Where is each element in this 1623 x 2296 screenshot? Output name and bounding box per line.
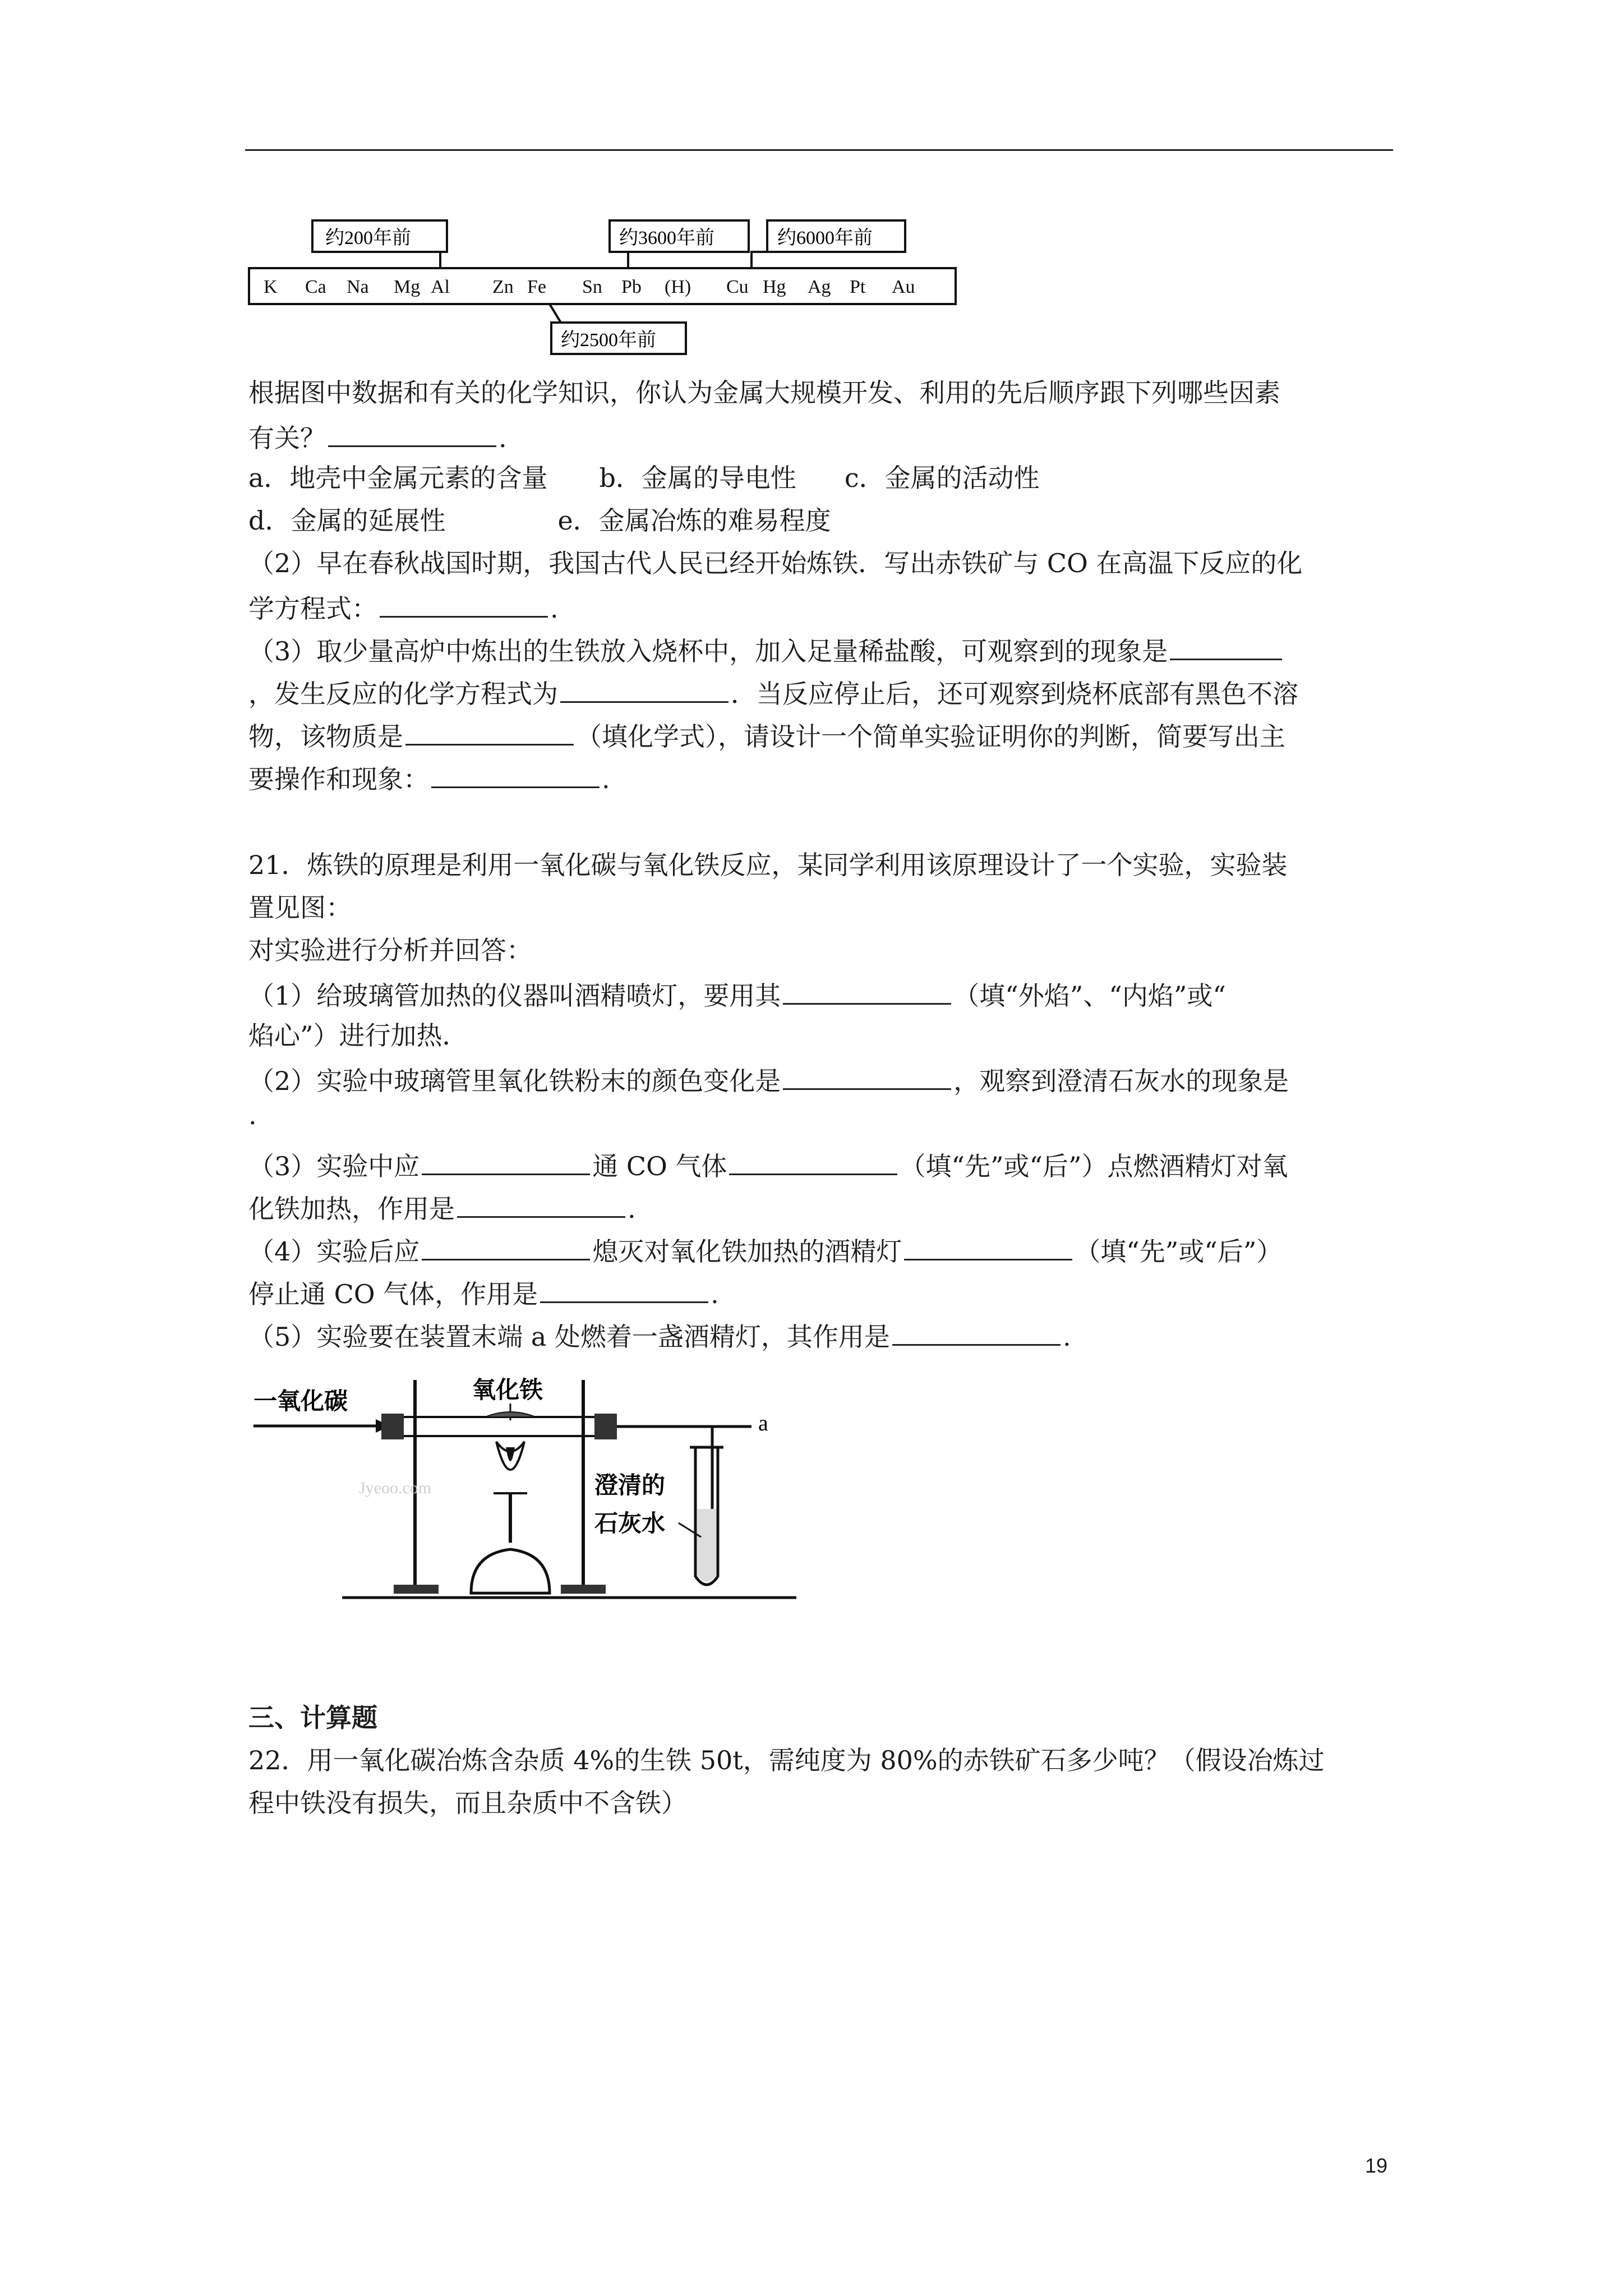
label-co: 一氧化碳 [253, 1389, 348, 1415]
metal-label: Fe [527, 277, 546, 297]
answer-blank[interactable] [783, 976, 951, 1005]
q20-part3-line2: ，发生反应的化学方程式为 ．当反应停止后，还可观察到烧杯底部有黑色不溶 [248, 674, 1298, 711]
q21-part3-line1: （3）实验中应 通 CO 气体 （填“先”或“后”）点燃酒精灯对氧 [248, 1147, 1288, 1183]
q21-part2-line2: . [248, 1100, 257, 1130]
q20-part2-line1: （2）早在春秋战国时期，我国古代人民已经开始炼铁．写出赤铁矿与 CO 在高温下反应的化 [248, 548, 1303, 578]
metal-label: (H) [665, 277, 691, 297]
answer-blank[interactable] [783, 1061, 951, 1090]
answer-blank[interactable] [328, 418, 496, 447]
option-d: d．金属的延展性 [248, 505, 446, 536]
answer-blank[interactable] [892, 1317, 1061, 1346]
q20-part3-line4: 要操作和现象： . [248, 760, 610, 796]
metal-label: Hg [763, 277, 786, 297]
answer-blank[interactable] [422, 1147, 590, 1175]
page-number: 19 [1365, 2154, 1388, 2177]
answer-blank[interactable] [457, 1189, 625, 1218]
q21-part1-line1: （1）给玻璃管加热的仪器叫酒精喷灯，要用其 （填“外焰”、“内焰”或“ [248, 976, 1226, 1013]
q20-part2-line2: 学方程式： . [248, 589, 559, 625]
metal-label: Na [347, 277, 369, 297]
answer-blank[interactable] [1170, 632, 1282, 660]
metal-label: Mg [394, 277, 421, 297]
answer-blank[interactable] [380, 589, 548, 618]
label-fe2o3: 氧化铁 [472, 1378, 543, 1404]
answer-blank[interactable] [422, 1232, 590, 1260]
metal-activity-figure [247, 216, 965, 362]
metal-label: Pt [850, 277, 866, 297]
q20-part3-line3: 物，该物质是 （填化学式），请设计一个简单实验证明你的判断，简要写出主 [248, 717, 1285, 753]
callout-200: 约200年前 [325, 228, 411, 249]
q21-line2: 置见图： [248, 892, 352, 923]
q21-part1-line2: 焰心”）进行加热． [248, 1020, 468, 1051]
q21-part2-line1: （2）实验中玻璃管里氧化铁粉末的颜色变化是 ，观察到澄清石灰水的现象是 [248, 1061, 1289, 1098]
callout-3600: 约3600年前 [619, 228, 714, 249]
q20-part3-line1: （3）取少量高炉中炼出的生铁放入烧杯中，加入足量稀盐酸，可观察到的现象是 [248, 632, 1284, 668]
metal-label: Zn [492, 277, 514, 297]
answer-blank[interactable] [729, 1147, 897, 1175]
q20-options-line1 [248, 461, 1040, 495]
apparatus-figure [247, 1363, 796, 1610]
option-e: e．金属冶炼的难易程度 [557, 505, 831, 536]
answer-blank[interactable] [904, 1232, 1072, 1260]
header-rule [245, 149, 1393, 151]
watermark: Jyeoo.com [359, 1479, 432, 1497]
label-a: a [758, 1410, 768, 1435]
callout-6000: 约6000年前 [777, 228, 873, 249]
option-c: c．金属的活动性 [844, 463, 1040, 493]
metal-label: Pb [621, 277, 642, 297]
option-a: a．地壳中金属元素的含量 [248, 463, 548, 493]
q20-options-line2 [248, 504, 831, 537]
metal-label: Au [892, 277, 915, 297]
q21-line3: 对实验进行分析并回答： [248, 935, 532, 965]
q22-line2: 程中铁没有损失，而且杂质中不含铁） [248, 1788, 687, 1818]
q22-line1: 22．用一氧化碳冶炼含杂质 4%的生铁 50t，需纯度为 80%的赤铁矿石多少吨？（假设冶炼过 [248, 1745, 1325, 1775]
metal-label: Al [431, 277, 450, 297]
option-b: b．金属的导电性 [599, 463, 796, 493]
q21-part4-line1: （4）实验后应 熄灭对氧化铁加热的酒精灯 （填“先”或“后”） [248, 1232, 1282, 1268]
metal-label: K [264, 277, 278, 297]
metal-label: Sn [582, 277, 602, 297]
q21-part3-line2: 化铁加热，作用是 . [248, 1189, 636, 1226]
answer-blank[interactable] [405, 717, 574, 746]
label-lime-1: 澄清的 [594, 1473, 666, 1499]
q20-intro-line1: 根据图中数据和有关的化学知识，你认为金属大规模开发、利用的先后顺序跟下列哪些因素 [248, 378, 1280, 408]
label-lime-2: 石灰水 [594, 1511, 666, 1537]
q20-intro-line2: 有关？ . [248, 418, 507, 455]
answer-blank[interactable] [540, 1274, 708, 1303]
section-title: 三、计算题 [248, 1703, 377, 1733]
q21-part4-line2: 停止通 CO 气体，作用是 . [248, 1274, 719, 1311]
callout-2500: 约2500年前 [561, 330, 656, 351]
answer-blank[interactable] [560, 674, 728, 703]
answer-blank[interactable] [431, 760, 600, 788]
q21-part5-line: （5）实验要在装置末端 a 处燃着一盏酒精灯，其作用是 . [248, 1317, 1071, 1354]
metal-label: Ag [808, 277, 831, 297]
metal-label: Cu [726, 277, 749, 297]
metal-label: Ca [305, 277, 326, 297]
q21-line1: 21．炼铁的原理是利用一氧化碳与氧化铁反应，某同学利用该原理设计了一个实验，实验装 [248, 850, 1288, 880]
